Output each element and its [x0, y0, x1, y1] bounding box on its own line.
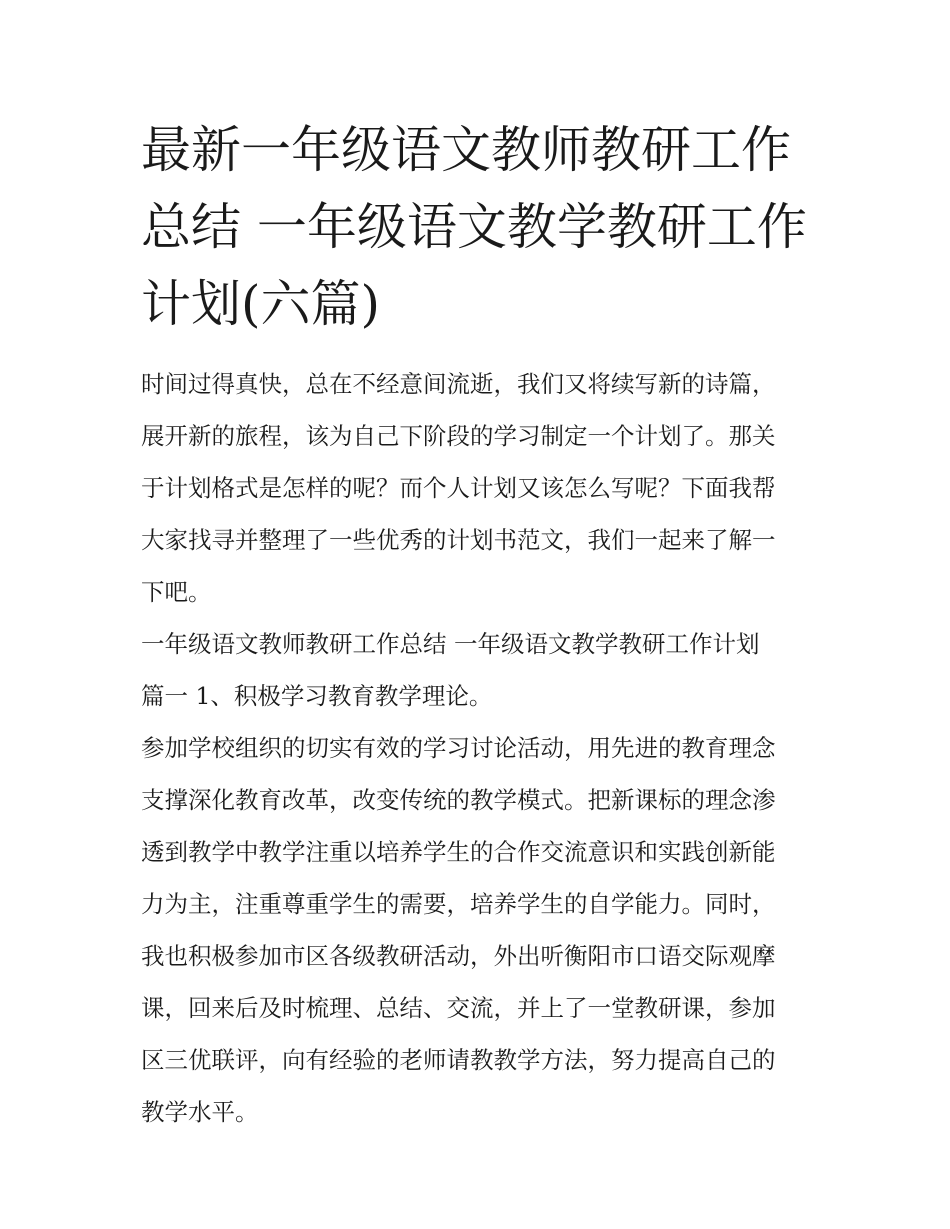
text-line: 展开新的旅程，该为自己下阶段的学习制定一个计划了。那关 — [141, 422, 776, 450]
text-line: 下吧。 — [141, 578, 212, 606]
title-line: 总结 一年级语文教学教研工作 — [141, 198, 807, 256]
text-line: 课，回来后及时梳理、总结、交流，并上了一堂教研课，参加 — [141, 994, 776, 1022]
title-line: 计划(六篇) — [141, 275, 381, 333]
section-heading — [141, 618, 813, 722]
text-line: 支撑深化教育改革，改变传统的教学模式。把新课标的理念渗 — [141, 786, 776, 814]
text-line: 时间过得真快，总在不经意间流逝，我们又将续写新的诗篇， — [141, 370, 776, 398]
text-line: 一年级语文教师教研工作总结 一年级语文教学教研工作计划 — [141, 630, 760, 658]
text-line: 参加学校组织的切实有效的学习讨论活动，用先进的教育理念 — [141, 734, 776, 762]
body-paragraph — [141, 722, 813, 1138]
text-line: 力为主，注重尊重学生的需要，培养学生的自学能力。同时， — [141, 890, 776, 918]
text-line: 教学水平。 — [141, 1098, 259, 1126]
document-page — [141, 112, 813, 1138]
document-title — [141, 112, 813, 343]
text-line: 区三优联评，向有经验的老师请教教学方法，努力提高自己的 — [141, 1046, 776, 1074]
text-line: 透到教学中教学注重以培养学生的合作交流意识和实践创新能 — [141, 838, 776, 866]
text-line: 于计划格式是怎样的呢？而个人计划又该怎么写呢？下面我帮 — [141, 474, 776, 502]
text-line: 我也积极参加市区各级教研活动，外出听衡阳市口语交际观摩 — [141, 942, 776, 970]
text-line: 大家找寻并整理了一些优秀的计划书范文，我们一起来了解一 — [141, 526, 776, 554]
text-line: 篇一 1、积极学习教育教学理论。 — [141, 682, 493, 710]
title-line: 最新一年级语文教师教研工作 — [141, 121, 791, 179]
intro-paragraph — [141, 358, 813, 618]
